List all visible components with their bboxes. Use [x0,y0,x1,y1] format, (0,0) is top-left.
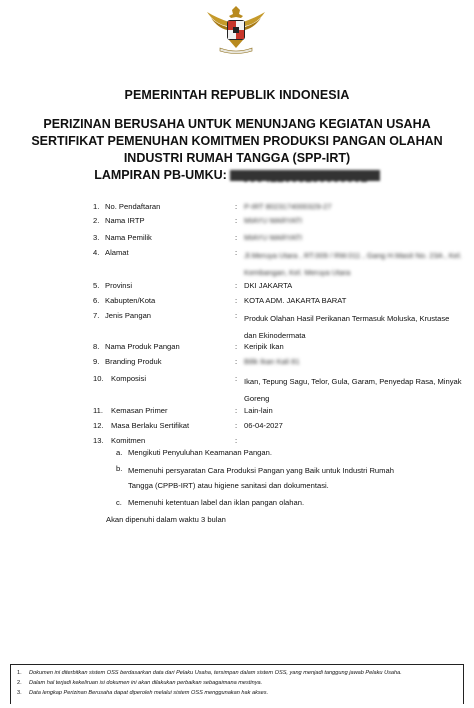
field-number: 6. [93,296,100,305]
field-label-text: Komitmen [111,436,146,445]
field-colon: : [235,357,238,366]
footnote: 3. Data lengkap Perizinan Berusaha dapat diperoleh melalui sistem OSS menggunakan hak akses. [17,690,269,696]
footnote: 1. Dokumen ini diterbitkan sistem OSS berdasarkan data dari Pelaku Usaha, tersimpan dalam sistem OSS, yang menjadi tanggung jawab Pelaku Usaha. [17,670,402,676]
field-label [93,201,160,213]
field-colon: : [235,296,238,305]
field-colon: : [235,436,238,445]
field-colon: : [235,281,238,290]
field-colon: : [235,233,238,242]
field-value: KOTA ADM. JAKARTA BARAT [244,296,347,305]
field-label-text: Nama Produk Pangan [105,342,180,351]
field-label-text: Kemasan Primer [111,406,168,415]
commitment-text: Mengikuti Penyuluhan Keamanan Pangan. [128,448,272,457]
field-label-text: Nama IRTP [105,216,145,225]
field-label [93,405,168,417]
title-line: SERTIFIKAT PEMENUHAN KOMITMEN PRODUKSI PANGAN OLAHAN [31,134,443,148]
footnotes-box [10,664,464,704]
field-value: DKI JAKARTA [244,281,293,290]
field-number: 1. [93,202,100,211]
commitment-text: Memenuhi ketentuan label dan iklan pangan olahan. [128,498,305,507]
commitment-marker: b. [116,464,123,473]
field-label-text: No. Pendaftaran [105,202,161,211]
field-label [93,373,146,385]
fulfillment-note: Akan dipenuhi dalam waktu 3 bulan [106,515,226,524]
field-colon: : [235,374,238,383]
commitment-marker: c. [116,498,122,507]
footnote: 2. Dalam hal terjadi kekeliruan isi dokumen ini akan dilakukan perbaikan sebagaimana mestinya. [17,680,263,686]
field-colon: : [235,342,238,351]
field-label-text: Masa Berlaku Sertifikat [111,421,190,430]
field-value-redacted: P-IRT 8023174000329-27 [244,202,332,211]
field-label-text: Provinsi [105,281,133,290]
field-label [93,341,180,353]
field-label [93,215,145,227]
field-value-redacted: MIAYU MARYATI [244,216,303,225]
field-number: 4. [93,248,100,257]
field-label [93,232,152,244]
field-colon: : [235,248,238,257]
field-colon: : [235,311,238,320]
field-number: 7. [93,311,100,320]
lampiran-number-redacted: 000422003180000001 [230,170,380,181]
field-label-text: Branding Produk [105,357,162,366]
field-colon: : [235,406,238,415]
commitment-text: Memenuhi persyaratan Cara Produksi Pangan yang Baik untuk Industri Rumah Tangga (CPPB-IRT) atau higiene sanitasi dan dokumentasi. [128,466,394,490]
field-label [93,247,129,259]
field-number: 11. [93,406,103,415]
lampiran-label: LAMPIRAN PB-UMKU: [94,168,227,182]
title-line: PERIZINAN BERUSAHA UNTUK MENUNJANG KEGIATAN USAHA [43,117,431,131]
field-value: Produk Olahan Hasil Perikanan Termasuk Moluska, Krustase dan Ekinodermata [244,314,450,340]
field-number: 8. [93,342,100,351]
field-number: 5. [93,281,100,290]
field-value-redacted: Bilik Ikan Kali 81 [244,357,300,366]
field-label [93,420,189,432]
title-line: INDUSTRI RUMAH TANGGA (SPP-IRT) [123,151,351,165]
field-label [93,310,151,322]
government-title: PEMERINTAH REPUBLIK INDONESIA [124,88,350,102]
field-colon: : [235,202,238,211]
field-number: 2. [93,216,100,225]
field-value: 06-04-2027 [244,421,283,430]
field-colon: : [235,421,238,430]
field-value: Keripik Ikan [244,342,284,351]
field-colon: : [235,216,238,225]
field-label-text: Kabupten/Kota [105,296,156,305]
field-label [93,356,162,368]
field-number: 3. [93,233,100,242]
field-value: Lain-lain [244,406,273,415]
field-value-redacted: MIAYU MARYATI [244,233,303,242]
field-label [93,280,132,292]
field-value-redacted: Jl.Meruya Utara , RT.009 / RW.011 , Gang H.Masit No. 23A , Kel. Kembangan, Kel. Meruya Utara [244,251,462,277]
field-number: 9. [93,357,100,366]
field-label-text: Alamat [105,248,129,257]
field-number: 12. [93,421,104,430]
field-label-text: Jenis Pangan [105,311,152,320]
field-number: 13. [93,436,104,445]
field-label [93,295,155,307]
field-label-text: Nama Pemilik [105,233,152,242]
field-value: Ikan, Tepung Sagu, Telor, Gula, Garam, Penyedap Rasa, Minyak Goreng [244,377,462,403]
field-number: 10. [93,374,104,383]
commitment-marker: a. [116,448,123,457]
field-label [93,435,145,447]
field-label-text: Komposisi [111,374,147,383]
